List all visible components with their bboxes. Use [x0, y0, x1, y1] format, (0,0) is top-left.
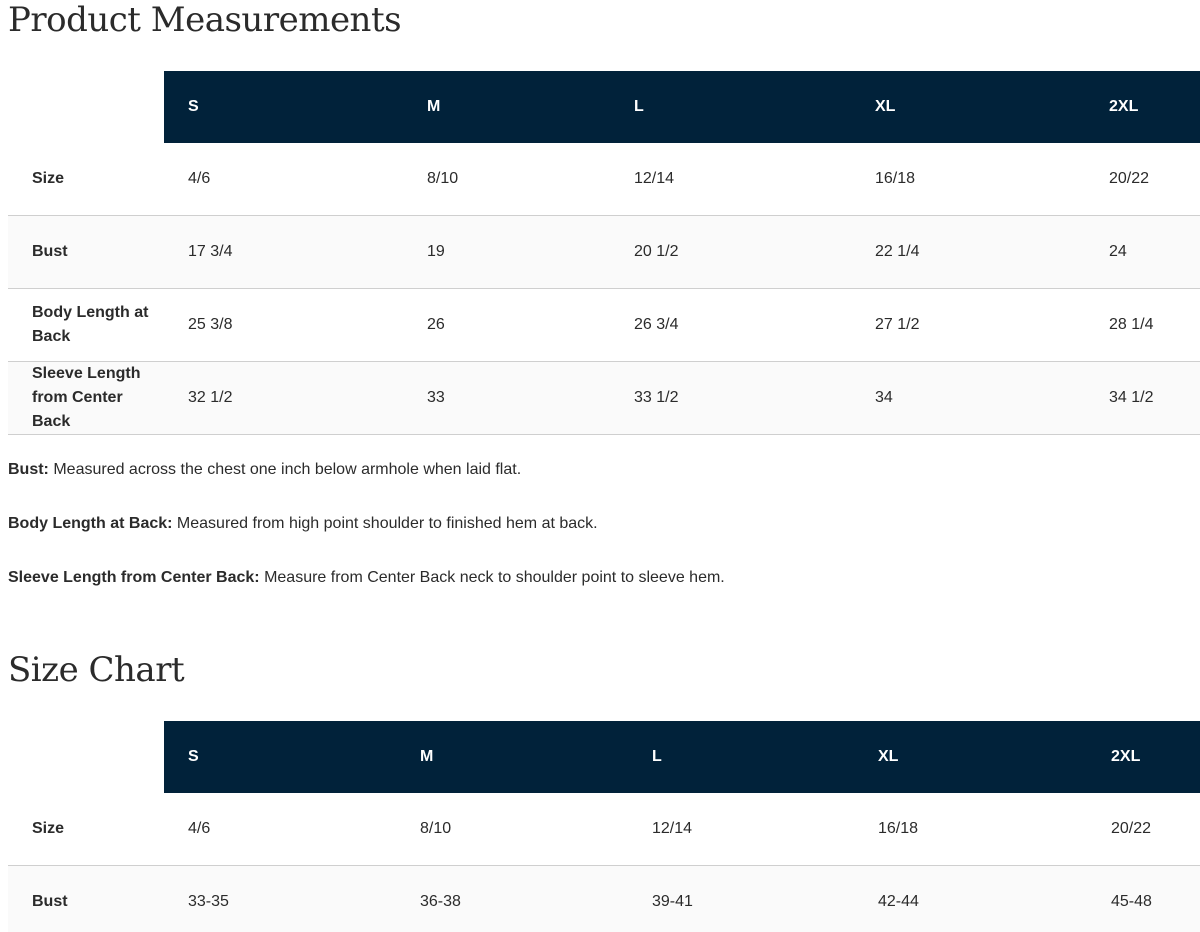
- table-cell: 12/14: [628, 793, 854, 866]
- table-cell: 32 1/2: [164, 362, 403, 435]
- column-header-l: L: [628, 721, 854, 793]
- column-header-l: L: [610, 71, 851, 143]
- note-text: Measured from high point shoulder to finished hem at back.: [172, 515, 598, 532]
- product-measurements-table: [8, 71, 1200, 435]
- table-header-row: [8, 721, 1200, 793]
- table-cell: 26 3/4: [610, 289, 851, 362]
- header-corner-cell: [8, 71, 164, 143]
- note-term: Bust:: [8, 461, 49, 478]
- note-term: Sleeve Length from Center Back:: [8, 569, 260, 586]
- note-body-length: [8, 512, 1188, 536]
- size-chart-title: Size Chart: [8, 650, 185, 690]
- table-row: [8, 289, 1200, 362]
- table-cell: 20/22: [1087, 793, 1200, 866]
- header-corner-cell: [8, 721, 164, 793]
- table-cell: 36-38: [396, 866, 628, 932]
- note-text: Measure from Center Back neck to shoulder point to sleeve hem.: [259, 569, 725, 586]
- table-cell: 28 1/4: [1085, 289, 1200, 362]
- row-label: Size: [8, 793, 164, 866]
- table-cell: 20 1/2: [610, 216, 851, 289]
- column-header-m: M: [396, 721, 628, 793]
- table-cell: 34 1/2: [1085, 362, 1200, 435]
- table-cell: 24: [1085, 216, 1200, 289]
- row-label: Bust: [8, 866, 164, 932]
- table-cell: 16/18: [851, 143, 1085, 216]
- table-cell: 8/10: [403, 143, 610, 216]
- row-label: Bust: [8, 216, 164, 289]
- table-cell: 19: [403, 216, 610, 289]
- note-text: Measured across the chest one inch below armhole when laid flat.: [48, 461, 522, 478]
- table-cell: 12/14: [610, 143, 851, 216]
- column-header-xl: XL: [851, 71, 1085, 143]
- column-header-s: S: [164, 721, 396, 793]
- table-row: [8, 143, 1200, 216]
- table-header-row: [8, 71, 1200, 143]
- table-cell: 22 1/4: [851, 216, 1085, 289]
- column-header-m: M: [403, 71, 610, 143]
- row-label: Sleeve Length from Center Back: [8, 362, 164, 435]
- table-cell: 20/22: [1085, 143, 1200, 216]
- table-cell: 16/18: [854, 793, 1087, 866]
- table-cell: 26: [403, 289, 610, 362]
- table-cell: 4/6: [164, 793, 396, 866]
- column-header-2xl: 2XL: [1085, 71, 1200, 143]
- measurement-notes: [8, 458, 1188, 620]
- note-bust: [8, 458, 1188, 482]
- table-cell: 34: [851, 362, 1085, 435]
- note-sleeve-length: [8, 566, 1188, 590]
- table-cell: 33 1/2: [610, 362, 851, 435]
- table-cell: 42-44: [854, 866, 1087, 932]
- table-row: [8, 793, 1200, 866]
- row-label: Body Length at Back: [8, 289, 164, 362]
- product-measurements-title: Product Measurements: [8, 0, 402, 40]
- table-row: [8, 866, 1200, 932]
- row-label: Size: [8, 143, 164, 216]
- table-cell: 45-48: [1087, 866, 1200, 932]
- note-term: Body Length at Back:: [8, 515, 173, 532]
- table-cell: 33: [403, 362, 610, 435]
- size-chart-table: [8, 721, 1200, 932]
- table-cell: 25 3/8: [164, 289, 403, 362]
- column-header-s: S: [164, 71, 403, 143]
- table-row: [8, 362, 1200, 435]
- table-cell: 4/6: [164, 143, 403, 216]
- table-cell: 17 3/4: [164, 216, 403, 289]
- table-cell: 27 1/2: [851, 289, 1085, 362]
- table-row: [8, 216, 1200, 289]
- table-cell: 33-35: [164, 866, 396, 932]
- table-cell: 8/10: [396, 793, 628, 866]
- column-header-xl: XL: [854, 721, 1087, 793]
- column-header-2xl: 2XL: [1087, 721, 1200, 793]
- table-cell: 39-41: [628, 866, 854, 932]
